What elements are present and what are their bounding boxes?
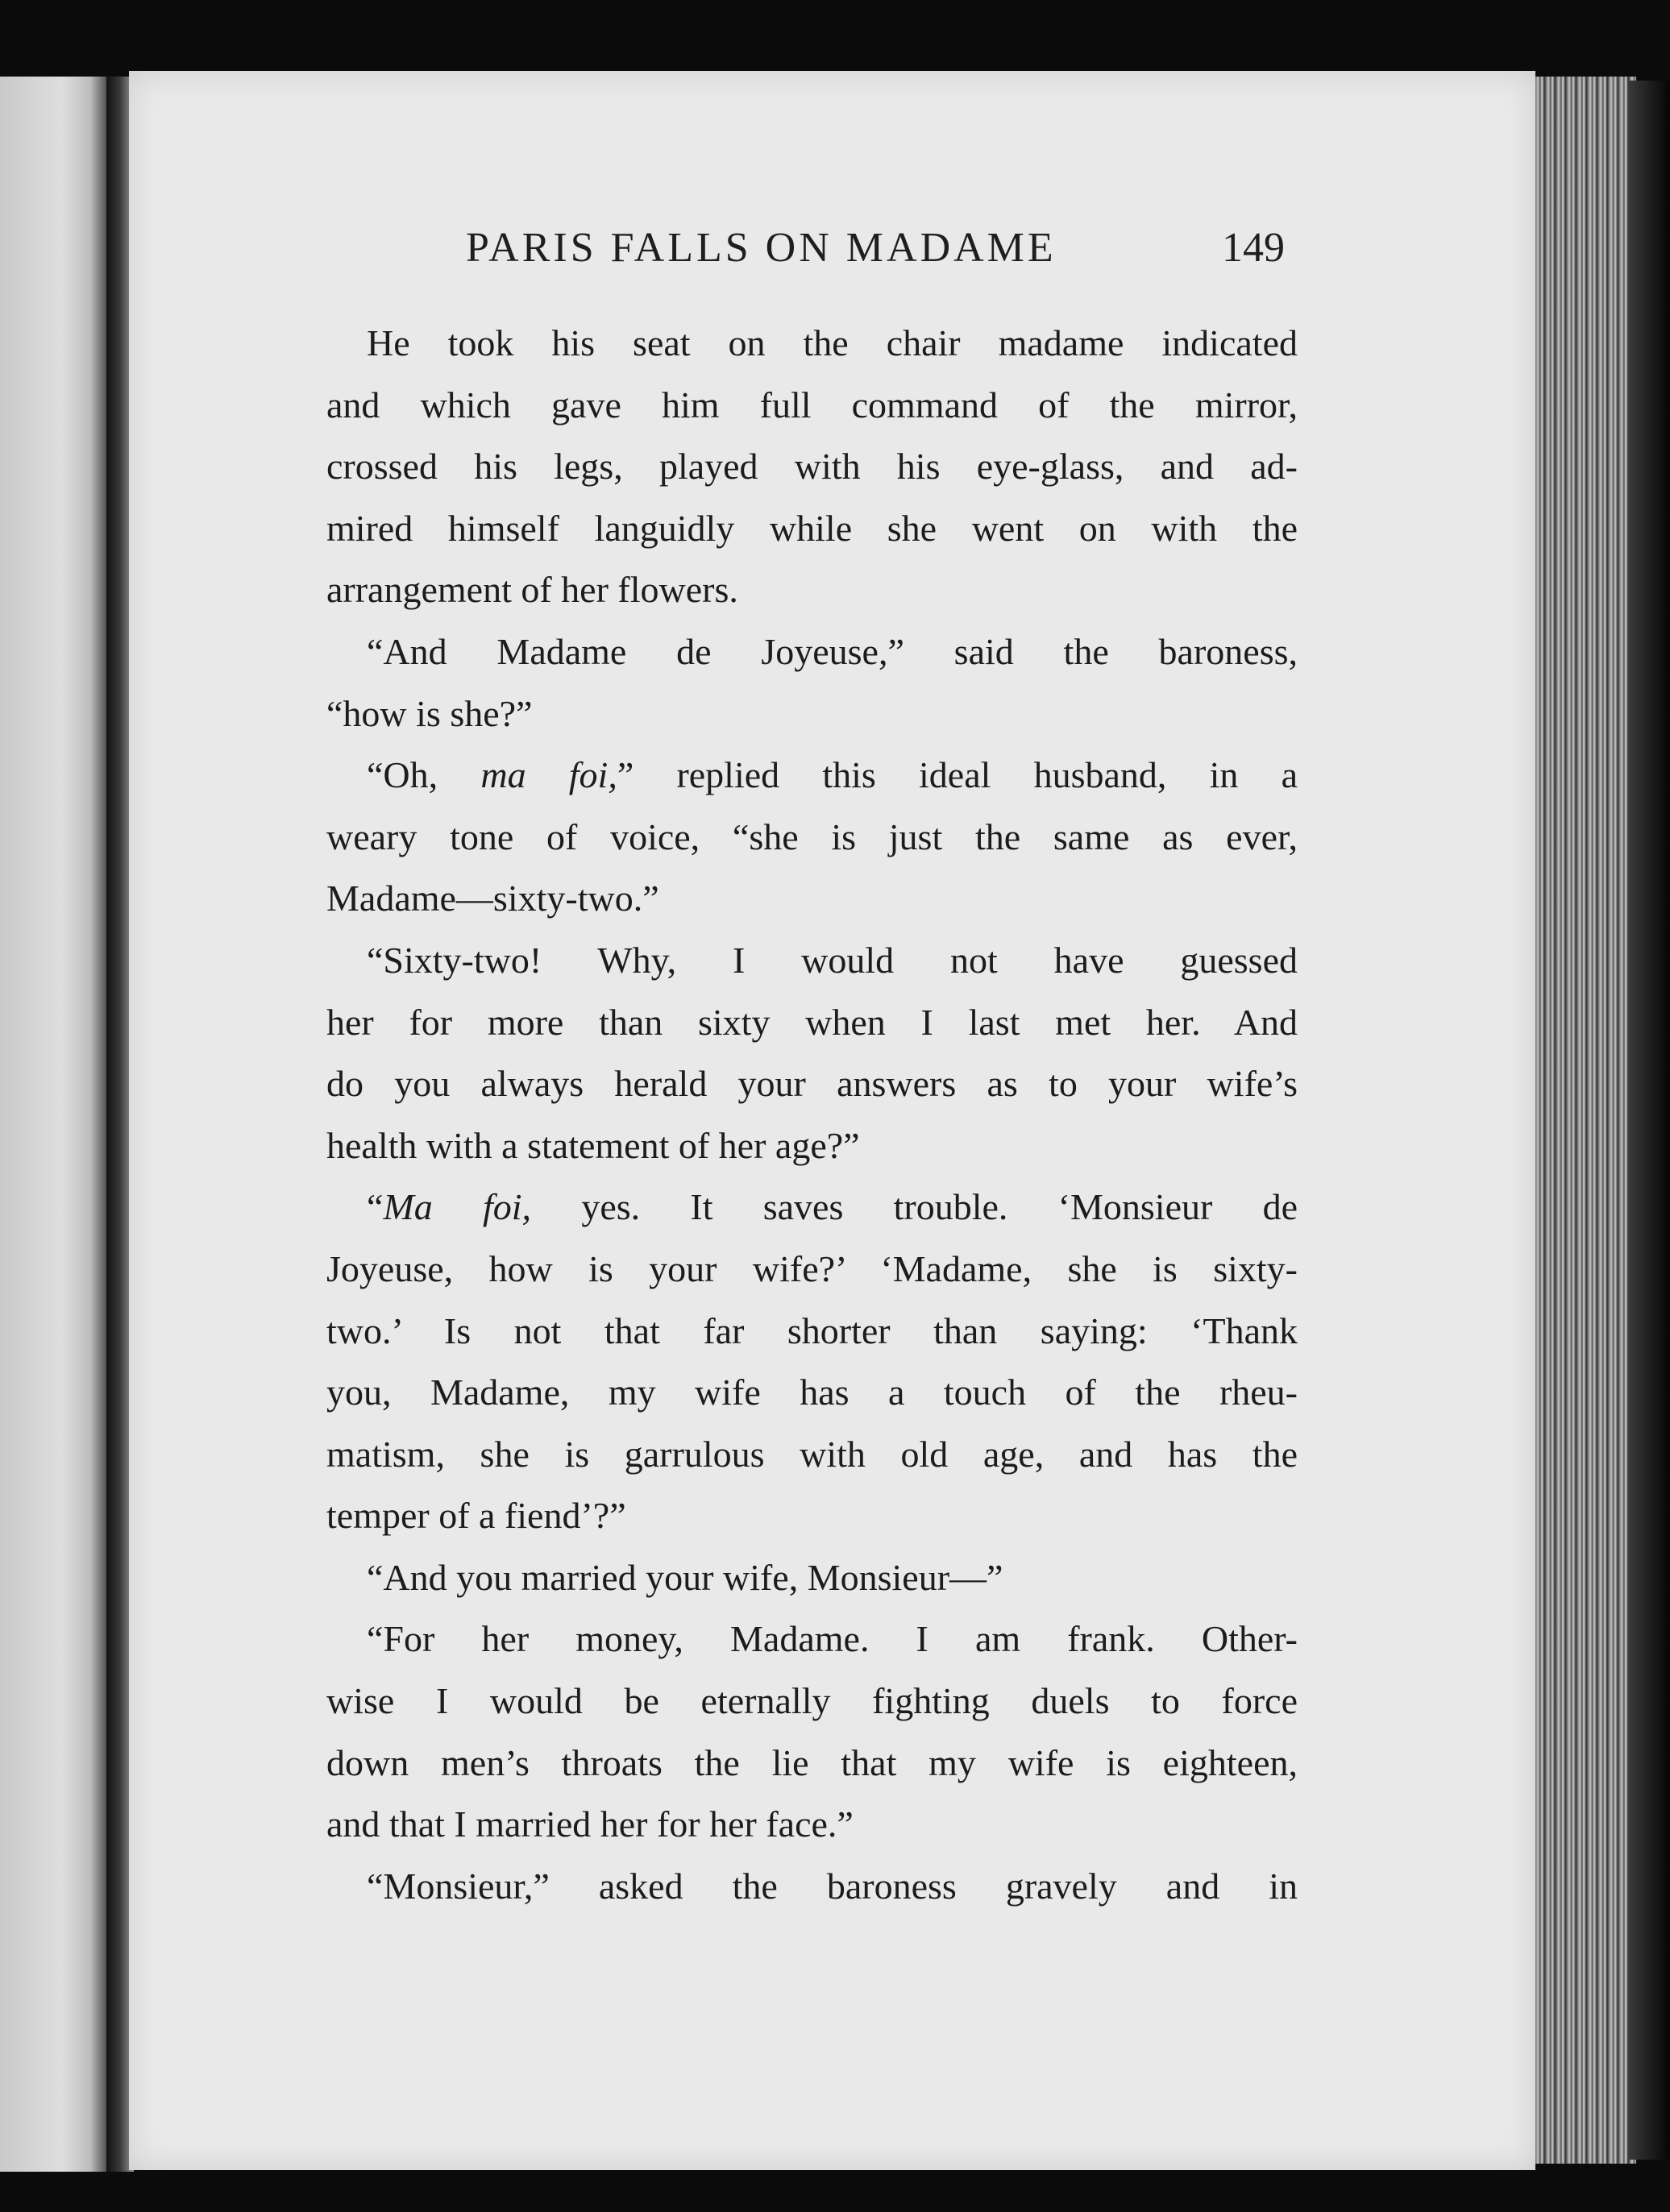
- text-segment: and that I married her for her face.”: [326, 1803, 854, 1845]
- text-segment: He took his seat on the chair madame indicated: [367, 322, 1298, 363]
- text-segment: “Sixty-two! Why, I would not have guessed: [367, 939, 1298, 981]
- text-segment: and which gave him full command of the mirror,: [326, 384, 1298, 425]
- text-segment: health with a statement of her age?”: [326, 1124, 860, 1166]
- text-line: [326, 1794, 1298, 1856]
- text-segment: do you always herald your answers as to your wife’s: [326, 1063, 1298, 1105]
- text-line: [326, 868, 1298, 930]
- text-line: [326, 1115, 1298, 1177]
- text-segment: “And you married your wife, Monsieur—”: [367, 1556, 1003, 1598]
- text-segment: temper of a fiend’?”: [326, 1495, 626, 1537]
- text-line: [326, 1547, 1298, 1609]
- text-segment: down men’s throats the lie that my wife is eighteen,: [326, 1741, 1298, 1783]
- text-segment: yes. It saves trouble. ‘Monsieur de: [531, 1186, 1298, 1228]
- text-line: [326, 683, 1298, 745]
- text-line: [326, 1362, 1298, 1424]
- text-segment: “: [367, 1186, 384, 1228]
- text-segment: weary tone of voice, “she is just the same as ever,: [326, 815, 1298, 857]
- text-segment: Joyeuse, how is your wife?’ ‘Madame, she is sixty-: [326, 1247, 1298, 1289]
- italic-phrase: ma foi,: [480, 754, 617, 796]
- text-line: [326, 807, 1298, 869]
- text-line: [326, 930, 1298, 992]
- page-leaves-edge: [1523, 77, 1636, 2164]
- text-line: [326, 498, 1298, 560]
- text-line: [326, 1239, 1298, 1301]
- text-segment: “how is she?”: [326, 692, 533, 734]
- text-line: [326, 1177, 1298, 1239]
- body-text: [326, 313, 1298, 1917]
- text-segment: ” replied this ideal husband, in a: [617, 754, 1298, 796]
- text-line: [326, 1856, 1298, 1918]
- running-head: PARIS FALLS ON MADAME: [466, 225, 1057, 271]
- page-header: [466, 224, 1285, 280]
- previous-page-edge: [0, 77, 113, 2172]
- page-number: 149: [1222, 225, 1285, 271]
- page-leaves-shadow: [1628, 81, 1670, 2160]
- text-line: [326, 745, 1298, 807]
- text-line: [326, 1485, 1298, 1547]
- italic-phrase: Ma foi,: [383, 1186, 532, 1228]
- text-segment: wise I would be eternally fighting duels to force: [326, 1680, 1298, 1722]
- text-line: [326, 1733, 1298, 1795]
- text-line: [326, 1053, 1298, 1115]
- text-line: [326, 1608, 1298, 1670]
- text-segment: her for more than sixty when I last met her. And: [326, 1001, 1298, 1043]
- text-line: [326, 313, 1298, 375]
- text-segment: Madame—sixty-two.”: [326, 878, 659, 919]
- text-segment: “Monsieur,” asked the baroness gravely and in: [367, 1865, 1298, 1907]
- text-line: [326, 621, 1298, 683]
- text-segment: arrangement of her flowers.: [326, 569, 738, 611]
- text-segment: “Oh,: [367, 754, 481, 796]
- text-segment: crossed his legs, played with his eye-glass, and ad-: [326, 446, 1298, 488]
- text-line: [326, 559, 1298, 621]
- text-segment: matism, she is garrulous with old age, and has the: [326, 1433, 1298, 1475]
- text-line: [326, 436, 1298, 498]
- text-segment: “For her money, Madame. I am frank. Other-: [367, 1618, 1298, 1660]
- text-line: [326, 1301, 1298, 1363]
- text-line: [326, 375, 1298, 437]
- text-line: [326, 992, 1298, 1054]
- text-segment: you, Madame, my wife has a touch of the rheu-: [326, 1372, 1298, 1413]
- text-line: [326, 1670, 1298, 1733]
- text-segment: two.’ Is not that far shorter than saying: ‘Thank: [326, 1309, 1298, 1351]
- text-line: [326, 1424, 1298, 1486]
- text-segment: “And Madame de Joyeuse,” said the baroness,: [367, 630, 1298, 672]
- text-segment: mired himself languidly while she went on with the: [326, 507, 1298, 549]
